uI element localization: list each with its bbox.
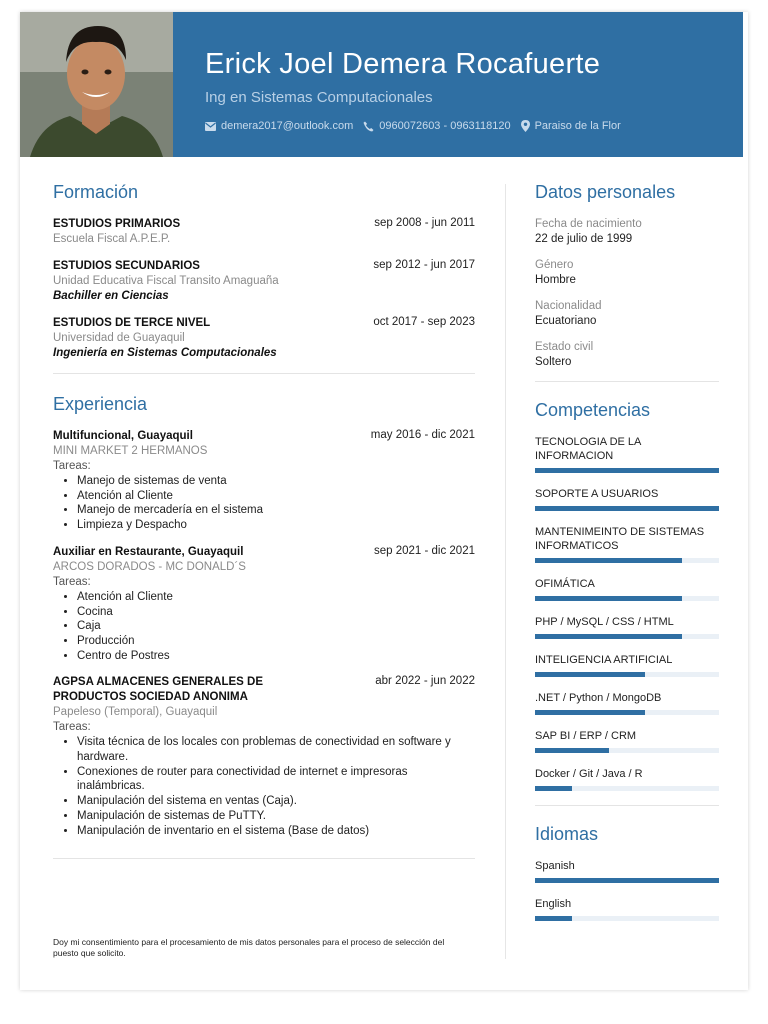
tasks-label: Tareas: — [53, 460, 91, 472]
skill-item-level-bar — [535, 506, 719, 511]
section-divider — [535, 805, 719, 806]
skill-item-level-fill — [535, 468, 719, 473]
idiomas-title: Idiomas — [535, 824, 599, 844]
task-item: • Conexiones de router para conectividad de internet e impresoras inalámbricas. — [77, 765, 475, 794]
job-role: Multifuncional, Guayaquil — [53, 430, 193, 442]
task-list — [53, 474, 475, 533]
education-school: Universidad de Guayaquil — [53, 332, 185, 344]
pd-value: Hombre — [535, 274, 576, 286]
skill-item-name: .NET / Python / MongoDB — [535, 692, 662, 704]
skill-item — [535, 615, 719, 639]
skill-item — [535, 691, 719, 715]
formacion-title: Formación — [53, 182, 139, 202]
skill-item-level-fill — [535, 748, 609, 753]
skill-item — [535, 729, 719, 753]
skill-item-level-fill — [535, 786, 572, 791]
skill-item — [535, 435, 719, 473]
language-item-level-bar — [535, 878, 719, 883]
education-degree: Bachiller en Ciencias — [53, 290, 169, 302]
task-item: • Manipulación del sistema en ventas (Caja). — [77, 794, 475, 809]
job-role: Auxiliar en Restaurante, Guayaquil — [53, 545, 244, 558]
education-entry — [53, 259, 475, 304]
task-list — [53, 735, 475, 838]
email-text: demera2017@outlook.com — [221, 120, 354, 132]
job-date: sep 2021 - dic 2021 — [373, 544, 475, 557]
section-divider — [535, 381, 719, 382]
pd-value: Soltero — [535, 356, 572, 368]
column-divider — [505, 184, 506, 959]
envelope-icon — [205, 122, 216, 131]
education-entry — [53, 316, 475, 361]
section-divider — [53, 858, 475, 859]
education-level: ESTUDIOS PRIMARIOS — [53, 218, 181, 230]
language-item-name: Spanish — [535, 860, 575, 872]
skill-item-level-fill — [535, 710, 645, 715]
skill-item-level-bar — [535, 710, 719, 715]
header-banner — [173, 12, 743, 157]
task-item: • Limpieza y Despacho — [77, 518, 475, 533]
skill-item — [535, 487, 719, 511]
experiencia-title: Experiencia — [53, 394, 148, 414]
right-column — [535, 182, 719, 935]
task-item: • Manipulación de inventario en el sistema (Base de datos) — [77, 824, 475, 839]
education-degree: Ingeniería en Sistemas Computacionales — [53, 347, 277, 359]
contact-location — [521, 120, 621, 132]
pd-label: Estado civil — [535, 341, 594, 353]
job-date: abr 2022 - jun 2022 — [375, 675, 475, 688]
skill-item-name: SAP BI / ERP / CRM — [535, 730, 637, 742]
task-item: • Atención al Cliente — [77, 489, 475, 504]
skill-item-name: PHP / MySQL / CSS / HTML — [535, 616, 674, 628]
skill-item-level-fill — [535, 506, 719, 511]
skill-item-name: OFIMÁTICA — [535, 578, 595, 590]
experience-entry — [53, 545, 475, 664]
contact-row — [205, 120, 631, 132]
skill-item-name: Docker / Git / Java / R — [535, 768, 643, 780]
skill-item-level-bar — [535, 558, 719, 563]
job-company: Papeleso (Temporal), Guayaquil — [53, 706, 218, 719]
section-divider — [53, 373, 475, 374]
skill-item-name: SOPORTE A USUARIOS — [535, 488, 659, 500]
education-level: ESTUDIOS SECUNDARIOS — [53, 260, 200, 272]
task-item: • Manipulación de sistemas de PuTTY. — [77, 809, 475, 824]
skill-item-level-bar — [535, 634, 719, 639]
education-date: sep 2012 - jun 2017 — [373, 259, 475, 271]
skill-item — [535, 653, 719, 677]
task-item: • Manejo de sistemas de venta — [77, 474, 475, 489]
language-item — [535, 897, 719, 921]
job-company: MINI MARKET 2 HERMANOS — [53, 445, 208, 457]
education-level: ESTUDIOS DE TERCE NIVEL — [53, 317, 211, 329]
skill-item-level-bar — [535, 672, 719, 677]
skill-item-level-bar — [535, 748, 719, 753]
skills-list — [535, 435, 719, 791]
education-date: oct 2017 - sep 2023 — [373, 316, 475, 328]
skill-item — [535, 525, 719, 563]
pd-label: Fecha de nacimiento — [535, 218, 642, 230]
skill-item — [535, 577, 719, 601]
language-item-name: English — [535, 898, 572, 910]
skill-item-level-fill — [535, 558, 682, 563]
tasks-label: Tareas: — [53, 721, 91, 734]
task-item: • Manejo de mercadería en el sistema — [77, 503, 475, 518]
pd-label: Nacionalidad — [535, 300, 602, 312]
education-entry — [53, 217, 475, 247]
profile-photo — [20, 12, 173, 157]
phone-icon — [363, 121, 374, 132]
skill-item-name: TECNOLOGIA DE LA INFORMACION — [535, 436, 641, 462]
pd-value: Ecuatoriano — [535, 315, 597, 327]
experience-entry — [53, 675, 475, 838]
contact-email[interactable] — [205, 120, 353, 132]
skill-item — [535, 767, 719, 791]
task-item: • Producción — [77, 634, 475, 649]
job-role: AGPSA ALMACENES GENERALES DE PRODUCTOS SOCIEDAD ANONIMA — [53, 676, 264, 704]
language-item-level-fill — [535, 878, 719, 883]
experience-entry — [53, 429, 475, 533]
pd-value: 22 de julio de 1999 — [535, 233, 633, 245]
task-item: • Visita técnica de los locales con problemas de conectividad en software y hardware. — [77, 735, 475, 764]
language-item — [535, 859, 719, 883]
skill-item-level-bar — [535, 786, 719, 791]
languages-list — [535, 859, 719, 921]
language-item-level-bar — [535, 916, 719, 921]
skill-item-level-fill — [535, 672, 645, 677]
skill-item-level-bar — [535, 468, 719, 473]
tasks-label: Tareas: — [53, 575, 91, 588]
job-date: may 2016 - dic 2021 — [370, 429, 475, 441]
job-company: ARCOS DORADOS - MC DONALD´S — [53, 560, 246, 573]
candidate-title: Ing en Sistemas Computacionales — [205, 89, 433, 106]
pd-label: Género — [535, 259, 574, 271]
skill-item-level-fill — [535, 634, 682, 639]
left-column — [53, 182, 475, 879]
competencias-title: Competencias — [535, 400, 651, 420]
task-item: • Caja — [77, 619, 475, 634]
task-list — [53, 590, 475, 664]
skill-item-level-fill — [535, 596, 682, 601]
phone-text: 0960072603 - 0963118120 — [379, 120, 511, 132]
consent-note: Doy mi consentimiento para el procesamiento de mis datos personales para el proceso de selección del puesto que solicito. — [53, 937, 445, 958]
map-pin-icon — [521, 120, 530, 132]
contact-phone[interactable] — [363, 120, 510, 132]
education-school: Unidad Educativa Fiscal Transito Amaguaña — [53, 275, 279, 287]
location-text: Paraiso de la Flor — [534, 120, 621, 132]
candidate-name: Erick Joel Demera Rocafuerte — [205, 48, 601, 80]
education-school: Escuela Fiscal A.P.E.P. — [53, 233, 171, 245]
task-item: • Cocina — [77, 605, 475, 620]
skill-item-name: INTELIGENCIA ARTIFICIAL — [535, 654, 673, 666]
skill-item-level-bar — [535, 596, 719, 601]
skill-item-name: MANTENIMEINTO DE SISTEMAS INFORMATICOS — [535, 526, 705, 552]
language-item-level-fill — [535, 916, 572, 921]
resume-sheet — [20, 12, 748, 990]
education-date: sep 2008 - jun 2011 — [374, 217, 475, 229]
datos-title: Datos personales — [535, 182, 676, 202]
task-item: • Centro de Postres — [77, 649, 475, 664]
task-item: • Atención al Cliente — [77, 590, 475, 605]
